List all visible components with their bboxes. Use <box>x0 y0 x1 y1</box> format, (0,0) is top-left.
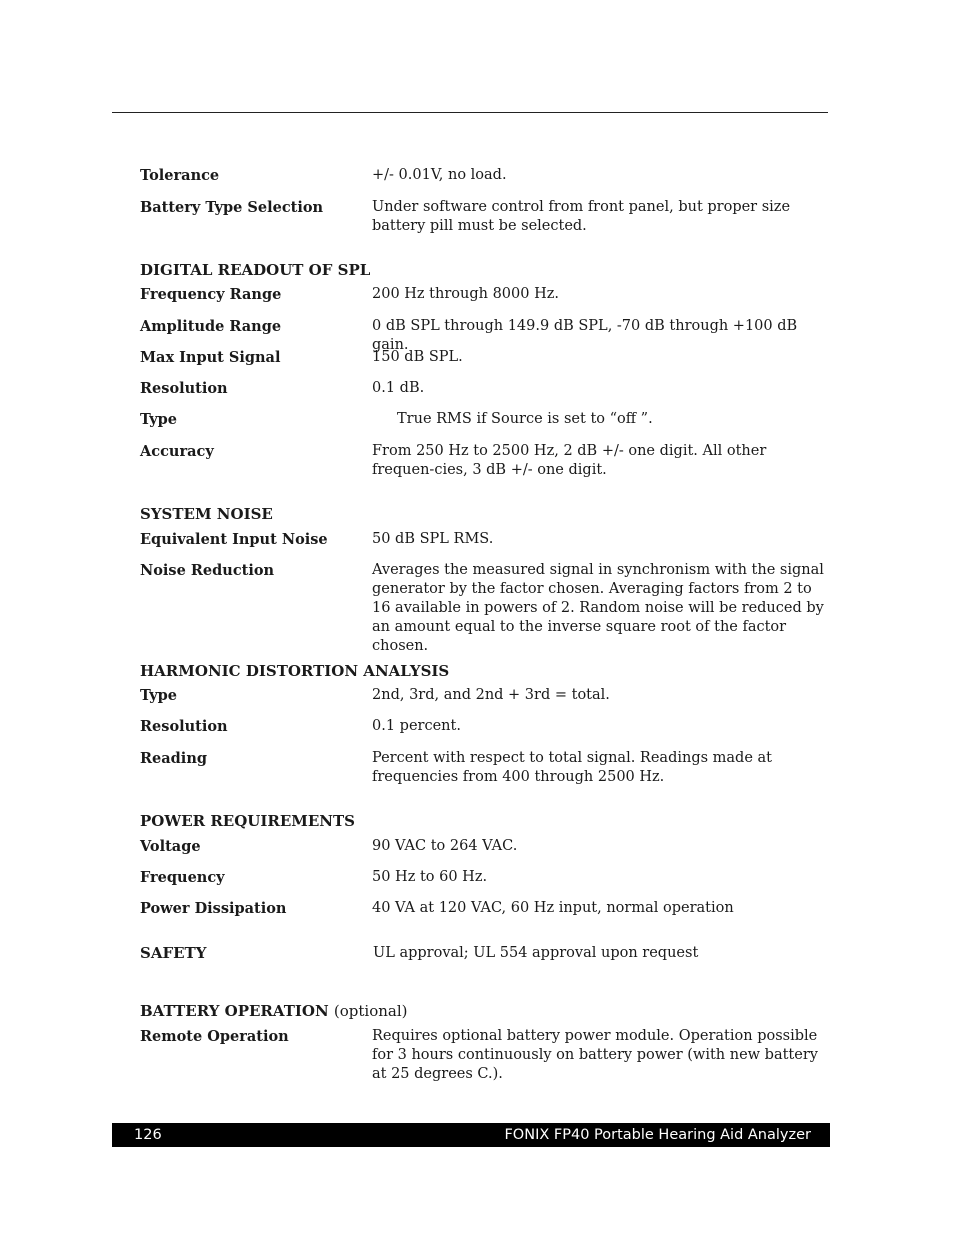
spec-label: Power Dissipation <box>140 900 287 917</box>
spec-label: Resolution <box>140 380 228 397</box>
spec-value: 50 Hz to 60 Hz. <box>372 869 488 885</box>
spec-label: Battery Type Selection <box>140 199 324 216</box>
spec-label: Noise Reduction <box>140 562 275 579</box>
spec-value: From 250 Hz to 2500 Hz, 2 dB +/- one digit. All other frequen-cies, 3 dB +/- one digit. <box>372 443 767 478</box>
spec-value: Requires optional battery power module. Operation possible for 3 hours continuously on battery power (with new battery at 25 degrees C.). <box>372 1028 818 1082</box>
spec-label: Type <box>140 687 177 704</box>
spec-value: True RMS if Source is set to “off ”. <box>397 411 653 427</box>
spec-value: UL approval; UL 554 approval upon request <box>373 945 699 961</box>
footer-title: FONIX FP40 Portable Hearing Aid Analyzer <box>504 1127 811 1143</box>
spec-label: Voltage <box>140 838 201 855</box>
spec-value: Under software control from front panel, but proper size battery pill must be selected. <box>372 199 791 234</box>
spec-value: +/- 0.01V, no load. <box>372 167 507 183</box>
section-heading-power: POWER REQUIREMENTS <box>140 812 356 830</box>
spec-value: 50 dB SPL RMS. <box>372 531 494 547</box>
section-heading-spl: DIGITAL READOUT OF SPL <box>140 261 371 279</box>
page-number: 126 <box>134 1127 162 1143</box>
spec-label: Frequency <box>140 869 225 886</box>
spec-value: 2nd, 3rd, and 2nd + 3rd = total. <box>372 687 610 703</box>
spec-value: Percent with respect to total signal. Readings made at frequencies from 400 through 2500 Hz. <box>372 750 773 785</box>
spec-label: Resolution <box>140 718 228 735</box>
spec-label: Accuracy <box>140 443 214 460</box>
section-heading-distortion: HARMONIC DISTORTION ANALYSIS <box>140 662 450 680</box>
spec-label: Type <box>140 411 177 428</box>
section-heading-safety: SAFETY <box>140 944 207 962</box>
spec-value: 0.1 dB. <box>372 380 425 396</box>
header-rule <box>112 112 828 113</box>
section-heading-note: (optional) <box>333 1002 408 1020</box>
spec-value: Averages the measured signal in synchronism with the signal generator by the factor chosen. Averaging factors from 2 to 16 available in powers of 2. Random noise will be reduced by an amount equal to the inverse square root of the factor chosen. <box>372 562 824 654</box>
spec-label: Remote Operation <box>140 1028 289 1045</box>
spec-value: 40 VA at 120 VAC, 60 Hz input, normal operation <box>372 900 734 916</box>
spec-label: Tolerance <box>140 167 220 184</box>
section-heading-noise: SYSTEM NOISE <box>140 505 273 523</box>
spec-value: 200 Hz through 8000 Hz. <box>372 286 559 302</box>
spec-value: 0 dB SPL through 149.9 dB SPL, -70 dB through +100 dB gain. <box>372 318 798 353</box>
spec-label: Reading <box>140 750 207 767</box>
spec-value: 150 dB SPL. <box>372 349 463 365</box>
page-footer <box>112 1123 830 1147</box>
spec-label: Equivalent Input Noise <box>140 531 328 548</box>
spec-value: 0.1 percent. <box>372 718 461 734</box>
spec-label: Frequency Range <box>140 286 282 303</box>
section-heading-label: BATTERY OPERATION <box>140 1002 329 1020</box>
spec-value: 90 VAC to 264 VAC. <box>372 838 518 854</box>
section-heading-battery <box>140 1002 408 1021</box>
spec-label: Max Input Signal <box>140 349 281 366</box>
spec-label: Amplitude Range <box>140 318 282 335</box>
